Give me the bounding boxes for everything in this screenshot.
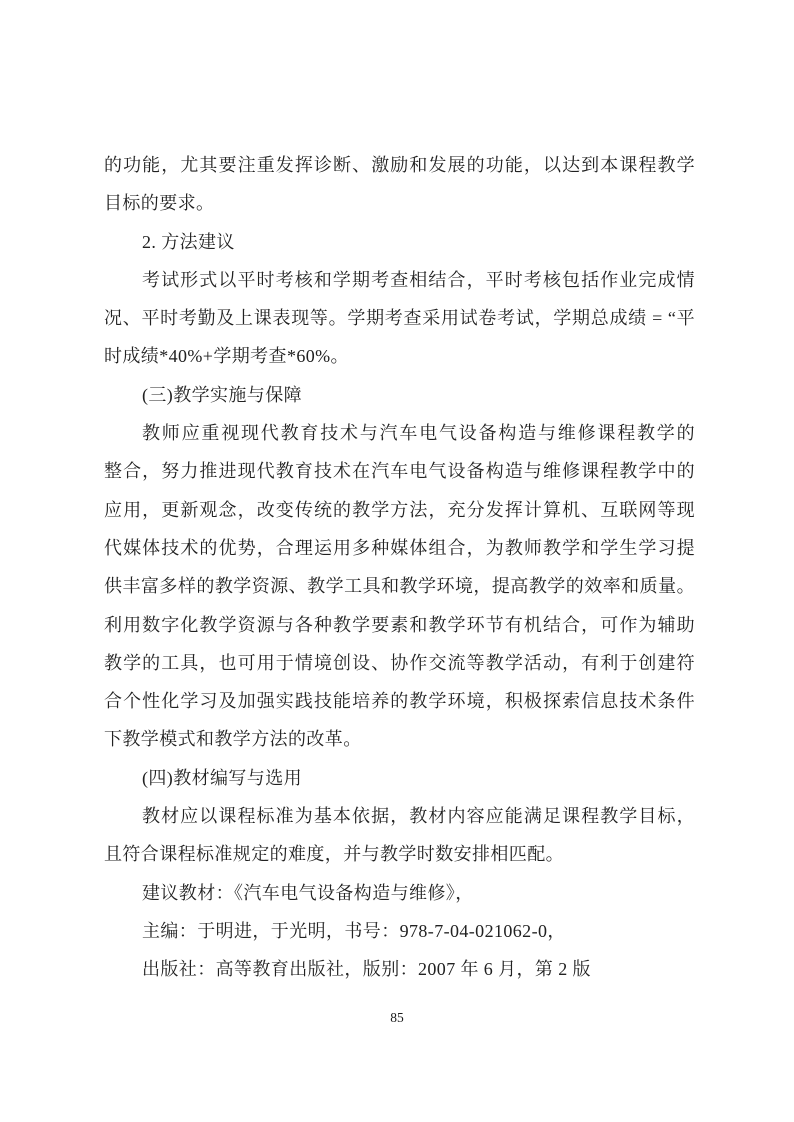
publisher-edition-line: 出版社：高等教育出版社，版别：2007 年 6 月，第 2 版 [142, 959, 591, 980]
paragraph-line: 利用数字化教学资源与各种教学要素和教学环节有机结合，可作为辅助 [104, 614, 695, 635]
editor-isbn-line: 主编：于明进，于光明，书号：978-7-04-021062-0， [142, 920, 566, 941]
paragraph-line: 教师应重视现代教育技术与汽车电气设备构造与维修课程教学的 [142, 423, 695, 444]
paragraph-line: 教学的工具，也可用于情境创设、协作交流等教学活动，有利于创建符 [104, 652, 695, 673]
paragraph-line: 况、平时考勤及上课表现等。学期考查采用试卷考试，学期总成绩 = “平 [104, 308, 695, 329]
section-heading-implementation: (三)教学实施与保障 [142, 384, 302, 405]
section-heading-textbook: (四)教材编写与选用 [142, 767, 302, 788]
paragraph-line: 应用，更新观念，改变传统的教学方法，充分发挥计算机、互联网等现 [104, 499, 695, 520]
paragraph-line: 代媒体技术的优势，合理运用多种媒体组合，为教师教学和学生学习提 [104, 537, 695, 558]
paragraph-line: 整合，努力推进现代教育技术在汽车电气设备构造与维修课程教学中的 [104, 461, 695, 482]
paragraph-line: 考试形式以平时考核和学期考查相结合，平时考核包括作业完成情 [142, 269, 695, 290]
paragraph-continuation-line: 的功能，尤其要注重发挥诊断、激励和发展的功能，以达到本课程教学 [104, 155, 695, 175]
paragraph-line: 目标的要求。 [104, 193, 215, 214]
paragraph-line: 时成绩*40%+学期考查*60%。 [104, 346, 349, 367]
recommended-textbook-line: 建议教材：《汽车电气设备构造与维修》， [142, 882, 474, 903]
paragraph-line: 供丰富多样的教学资源、教学工具和教学环境，提高教学的效率和质量。 [104, 576, 695, 597]
paragraph-line: 且符合课程标准规定的难度，并与教学时数安排相匹配。 [104, 844, 564, 865]
subsection-heading-method-suggestions: 2. 方法建议 [142, 231, 235, 252]
paragraph-line: 教材应以课程标准为基本依据，教材内容应能满足课程教学目标， [142, 806, 695, 827]
paragraph-line: 下教学模式和教学方法的改革。 [104, 729, 362, 750]
page-body-text [104, 146, 695, 989]
page-number: 85 [390, 1010, 404, 1025]
paragraph-line: 合个性化学习及加强实践技能培养的教学环境，积极探索信息技术条件 [104, 691, 695, 712]
